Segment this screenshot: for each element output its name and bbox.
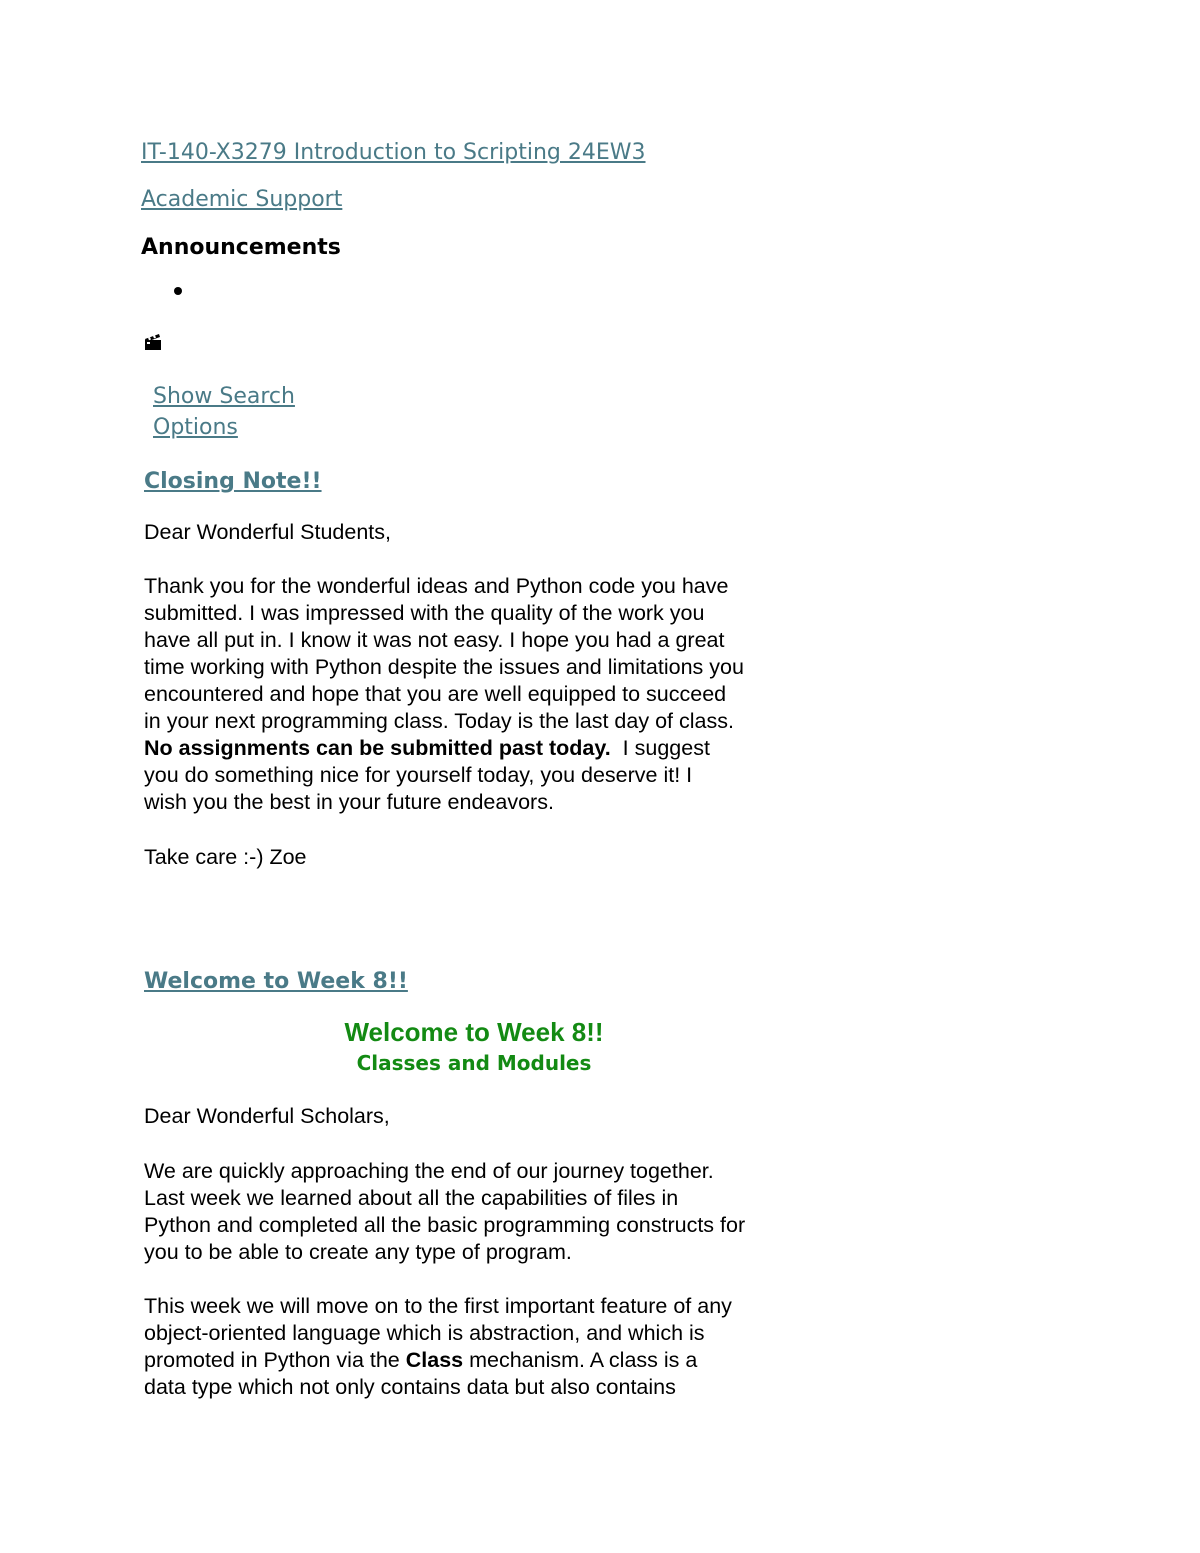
bold-class-word: Class bbox=[405, 1348, 464, 1372]
clapperboard-icon[interactable] bbox=[144, 333, 162, 351]
body-line: encountered and hope that you are well equipped to succeed bbox=[144, 682, 727, 706]
page-title: Announcements bbox=[141, 235, 341, 260]
body-line: in your next programming class. Today is the last day of class. bbox=[144, 709, 734, 733]
show-search-options-link[interactable] bbox=[153, 381, 333, 443]
body-line: wish you the best in your future endeavors. bbox=[144, 790, 554, 814]
after-bold-text: I suggest bbox=[610, 736, 710, 760]
body-line: you to be able to create any type of program. bbox=[144, 1240, 572, 1264]
body-line bbox=[144, 1347, 824, 1374]
body-line: We are quickly approaching the end of our journey together. bbox=[144, 1159, 714, 1183]
breadcrumb-academic-support-link[interactable]: Academic Support bbox=[141, 187, 343, 212]
body-line: data type which not only contains data but also contains bbox=[144, 1375, 676, 1399]
body-line: Last week we learned about all the capabilities of files in bbox=[144, 1186, 679, 1210]
announcement-body bbox=[144, 573, 824, 816]
announcement-title-closing-note[interactable]: Closing Note!! bbox=[144, 469, 322, 494]
show-search-line2: Options bbox=[153, 415, 238, 440]
announcement-greeting: Dear Wonderful Scholars, bbox=[144, 1104, 390, 1128]
announcement-paragraph bbox=[144, 1293, 824, 1401]
body-line: object-oriented language which is abstraction, and which is bbox=[144, 1321, 705, 1345]
body-line bbox=[144, 735, 824, 762]
show-search-line1: Show Search bbox=[153, 384, 295, 409]
announcement-signoff: Take care :-) Zoe bbox=[144, 845, 307, 869]
announcement-paragraph bbox=[144, 1158, 824, 1266]
announcement-subheading: Classes and Modules bbox=[356, 1051, 592, 1075]
text-segment: promoted in Python via the bbox=[144, 1348, 406, 1372]
breadcrumb-course-link[interactable]: IT-140-X3279 Introduction to Scripting 24EW3 bbox=[141, 140, 646, 165]
body-line: you do something nice for yourself today, you deserve it! I bbox=[144, 763, 693, 787]
announcement-greeting: Dear Wonderful Students, bbox=[144, 520, 391, 544]
body-line: Thank you for the wonderful ideas and Python code you have bbox=[144, 574, 729, 598]
announcement-heading: Welcome to Week 8!! bbox=[344, 1017, 604, 1047]
body-line: have all put in. I know it was not easy. I hope you had a great bbox=[144, 628, 725, 652]
announcement-title-welcome-week-8[interactable]: Welcome to Week 8!! bbox=[144, 969, 408, 994]
text-segment: mechanism. A class is a bbox=[463, 1348, 698, 1372]
bullet bbox=[174, 287, 182, 295]
body-line: This week we will move on to the first important feature of any bbox=[144, 1294, 732, 1318]
bold-sentence: No assignments can be submitted past today. bbox=[144, 736, 611, 760]
body-line: time working with Python despite the issues and limitations you bbox=[144, 655, 744, 679]
body-line: submitted. I was impressed with the quality of the work you bbox=[144, 601, 705, 625]
body-line: Python and completed all the basic programming constructs for bbox=[144, 1213, 746, 1237]
